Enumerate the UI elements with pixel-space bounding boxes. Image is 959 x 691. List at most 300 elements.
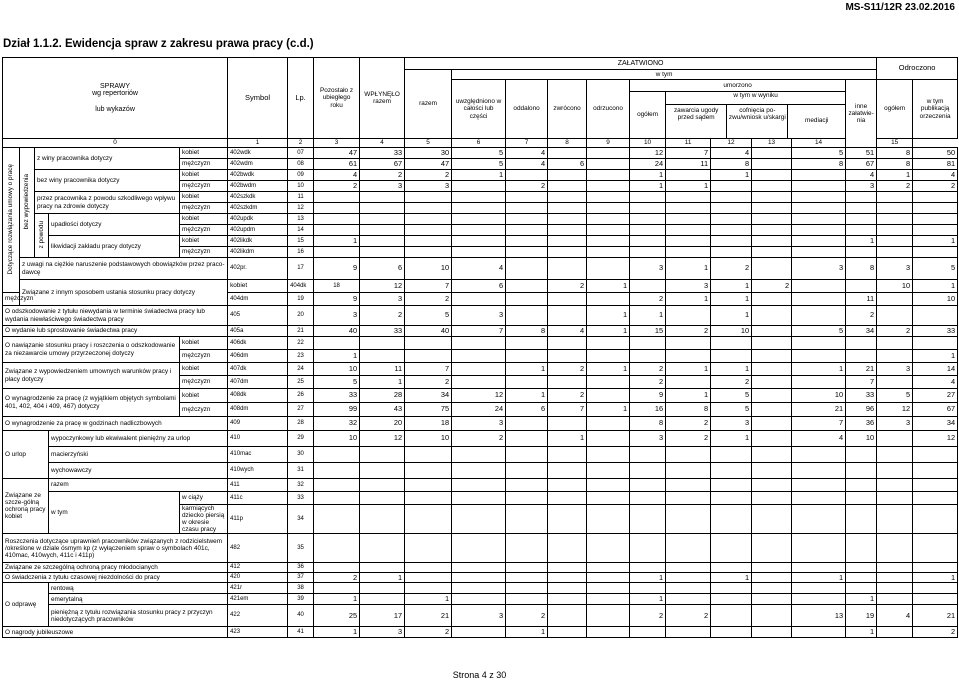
value-cell: 2 (314, 181, 360, 192)
row-symbol: 405 (228, 306, 288, 326)
value-cell (452, 236, 506, 247)
value-cell (587, 605, 630, 627)
column-number: 11 (666, 139, 711, 148)
header-pozostalo-z-ubieglego: Pozostało z ubiegłego roku (314, 58, 360, 139)
value-cell (846, 192, 877, 203)
value-cell: 3 (666, 280, 711, 293)
column-number: 5 (405, 139, 452, 148)
value-cell (548, 627, 587, 638)
value-cell: 1 (630, 306, 666, 326)
value-cell: 1 (630, 170, 666, 181)
value-cell (452, 247, 506, 258)
value-cell (846, 203, 877, 214)
value-cell: 3 (846, 181, 877, 192)
value-cell (792, 492, 846, 505)
value-cell (711, 563, 752, 573)
value-cell: 1 (846, 627, 877, 638)
value-cell (506, 247, 548, 258)
sex-kobiet: kobiet (180, 192, 228, 203)
value-cell (587, 594, 630, 605)
value-cell: 1 (792, 363, 846, 376)
row-symbol: 408dm (228, 403, 288, 417)
value-cell: 21 (792, 403, 846, 417)
value-cell: 1 (314, 350, 360, 363)
row-lp: 09 (288, 170, 314, 181)
value-cell: 6 (360, 258, 405, 280)
label-wynagrodzenie: O wynagrodzenie za pracę (z wyjątkiem objętych symbolami 401, 402, 404 i 409, 467) dotyczy (3, 389, 180, 417)
value-cell: 1 (711, 280, 752, 293)
value-cell: 3 (452, 306, 506, 326)
value-cell (548, 293, 587, 306)
value-cell (752, 505, 792, 534)
value-cell: 12 (360, 280, 405, 293)
value-cell (548, 148, 587, 159)
value-cell: 8 (506, 326, 548, 337)
value-cell: 2 (913, 181, 958, 192)
value-cell: 1 (711, 306, 752, 326)
row-lp: 26 (288, 389, 314, 403)
value-cell: 1 (587, 403, 630, 417)
value-cell: 25 (314, 605, 360, 627)
value-cell (913, 225, 958, 236)
value-cell: 1 (630, 594, 666, 605)
value-cell (792, 236, 846, 247)
value-cell (711, 203, 752, 214)
value-cell (846, 492, 877, 505)
value-cell: 2 (314, 573, 360, 583)
value-cell: 1 (506, 627, 548, 638)
value-cell (711, 583, 752, 594)
value-cell (752, 492, 792, 505)
value-cell (752, 479, 792, 492)
value-cell: 12 (630, 148, 666, 159)
value-cell: 40 (405, 326, 452, 337)
value-cell (405, 463, 452, 479)
value-cell (506, 594, 548, 605)
value-cell (711, 605, 752, 627)
group-bez-wypowiedzenia (20, 148, 35, 258)
value-cell (587, 203, 630, 214)
value-cell: 1 (666, 258, 711, 280)
row-lp: 27 (288, 403, 314, 417)
value-cell (587, 431, 630, 447)
value-cell: 2 (405, 376, 452, 389)
value-cell (548, 594, 587, 605)
value-cell: 4 (846, 170, 877, 181)
value-cell (587, 479, 630, 492)
value-cell (877, 463, 913, 479)
row-lp: 17 (288, 258, 314, 280)
sex-mezczyzn: mężczyzn (180, 159, 228, 170)
row-symbol: 410 (228, 431, 288, 447)
value-cell: 2 (506, 605, 548, 627)
row-lp: 08 (288, 159, 314, 170)
header-lp: Lp. (288, 58, 314, 139)
value-cell: 7 (846, 376, 877, 389)
header-zalatwiono: ZAŁATWIONO (405, 58, 877, 70)
value-cell (711, 463, 752, 479)
value-cell (548, 306, 587, 326)
value-cell: 1 (630, 181, 666, 192)
value-cell: 36 (846, 417, 877, 431)
value-cell (452, 350, 506, 363)
value-cell (314, 492, 360, 505)
value-cell (587, 225, 630, 236)
value-cell: 67 (846, 159, 877, 170)
value-cell: 34 (846, 326, 877, 337)
value-cell (405, 214, 452, 225)
value-cell: 1 (314, 236, 360, 247)
value-cell: 2 (548, 280, 587, 293)
value-cell (792, 583, 846, 594)
value-cell: 2 (846, 306, 877, 326)
value-cell (452, 363, 506, 376)
value-cell (877, 594, 913, 605)
value-cell (877, 306, 913, 326)
value-cell: 24 (630, 159, 666, 170)
label-przez-pracownika: przez pracownika z powodu szkodliwego wpływu pracy na zdrowie dotyczy (35, 192, 180, 214)
value-cell (548, 534, 587, 563)
value-cell (711, 350, 752, 363)
row-lp: 18 (314, 280, 360, 293)
row-symbol: 411 (228, 479, 288, 492)
value-cell: 2 (711, 258, 752, 280)
row-lp: 19 (288, 293, 314, 306)
value-cell: 2 (630, 376, 666, 389)
value-cell: 2 (548, 389, 587, 403)
value-cell (666, 214, 711, 225)
value-cell (506, 214, 548, 225)
value-cell: 32 (314, 417, 360, 431)
value-cell: 9 (314, 258, 360, 280)
sex-kobiet: kobiet (180, 214, 228, 225)
value-cell: 1 (666, 363, 711, 376)
value-cell: 3 (630, 258, 666, 280)
value-cell: 1 (711, 363, 752, 376)
value-cell (452, 337, 506, 350)
value-cell (452, 573, 506, 583)
sex-kobiet: kobiet (180, 148, 228, 159)
row-symbol: 402wdm (228, 159, 288, 170)
value-cell (630, 447, 666, 463)
value-cell (666, 376, 711, 389)
value-cell (548, 225, 587, 236)
value-cell (711, 247, 752, 258)
label-o-urlop: O urlop (3, 431, 49, 479)
row-symbol: 402likdk (228, 236, 288, 247)
value-cell (506, 492, 548, 505)
value-cell (913, 247, 958, 258)
value-cell (548, 376, 587, 389)
value-cell (314, 225, 360, 236)
value-cell (913, 583, 958, 594)
value-cell (752, 337, 792, 350)
column-number: 7 (506, 139, 548, 148)
value-cell (666, 225, 711, 236)
row-symbol: 404dm (228, 293, 288, 306)
row-lp: 32 (288, 479, 314, 492)
value-cell: 11 (846, 293, 877, 306)
value-cell: 1 (587, 280, 630, 293)
value-cell (792, 447, 846, 463)
value-cell: 21 (913, 605, 958, 627)
value-cell: 75 (405, 403, 452, 417)
value-cell: 20 (360, 417, 405, 431)
value-cell (548, 181, 587, 192)
label-odszkodowanie: O odszkodowanie z tytułu niewydania w terminie świadectwa pracy lub wydania niewłaściwego świadectwa pracy (3, 306, 228, 326)
value-cell (405, 492, 452, 505)
value-cell (711, 337, 752, 350)
value-cell (846, 447, 877, 463)
header-publikacja: w tym publikacją orzeczenia (913, 80, 958, 139)
value-cell: 2 (630, 605, 666, 627)
value-cell (846, 280, 877, 293)
value-cell (360, 534, 405, 563)
value-cell (752, 148, 792, 159)
value-cell: 7 (792, 417, 846, 431)
value-cell: 5 (314, 376, 360, 389)
value-cell (405, 203, 452, 214)
value-cell (792, 505, 846, 534)
value-cell: 13 (792, 605, 846, 627)
value-cell (792, 306, 846, 326)
value-cell: 5 (452, 159, 506, 170)
value-cell: 2 (666, 431, 711, 447)
value-cell: 3 (877, 258, 913, 280)
value-cell (666, 479, 711, 492)
value-cell (452, 376, 506, 389)
row-symbol: 402bwdm (228, 181, 288, 192)
value-cell (877, 376, 913, 389)
value-cell (506, 192, 548, 203)
value-cell: 43 (360, 403, 405, 417)
row-symbol: 402likdm (228, 247, 288, 258)
value-cell: 1 (587, 363, 630, 376)
value-cell: 33 (360, 148, 405, 159)
value-cell (548, 258, 587, 280)
value-cell (752, 192, 792, 203)
column-number: 2 (288, 139, 314, 148)
value-cell (792, 376, 846, 389)
row-lp: 35 (288, 534, 314, 563)
value-cell (666, 583, 711, 594)
value-cell: 12 (913, 431, 958, 447)
row-symbol: 402bwdk (228, 170, 288, 181)
value-cell (452, 447, 506, 463)
value-cell (360, 350, 405, 363)
value-cell (877, 236, 913, 247)
row-symbol: 402szkdm (228, 203, 288, 214)
document-code: MS-S11/12R 23.02.2016 (845, 2, 955, 13)
value-cell: 47 (314, 148, 360, 159)
value-cell (452, 505, 506, 534)
value-cell (314, 505, 360, 534)
column-number: 12 (711, 139, 752, 148)
value-cell (506, 258, 548, 280)
value-cell (846, 214, 877, 225)
section-title: Dział 1.1.2. Ewidencja spraw z zakresu prawa pracy (c.d.) (3, 38, 314, 50)
row-lp: 23 (288, 350, 314, 363)
value-cell (548, 203, 587, 214)
value-cell: 16 (630, 403, 666, 417)
value-cell (792, 534, 846, 563)
value-cell: 24 (452, 403, 506, 417)
value-cell (877, 293, 913, 306)
label-ekwiwalent: wypoczynkowy lub ekwiwalent pieniężny za urlop (49, 431, 228, 447)
value-cell (405, 534, 452, 563)
row-lp: 16 (288, 247, 314, 258)
value-cell (666, 203, 711, 214)
value-cell (752, 389, 792, 403)
value-cell: 1 (711, 431, 752, 447)
value-cell (792, 479, 846, 492)
row-lp: 11 (288, 192, 314, 203)
value-cell (587, 159, 630, 170)
value-cell (452, 594, 506, 605)
value-cell (452, 203, 506, 214)
value-cell: 10 (314, 363, 360, 376)
value-cell: 1 (877, 170, 913, 181)
value-cell: 1 (711, 573, 752, 583)
value-cell (360, 463, 405, 479)
value-cell (846, 563, 877, 573)
value-cell (913, 594, 958, 605)
value-cell (314, 192, 360, 203)
value-cell (360, 236, 405, 247)
value-cell (630, 225, 666, 236)
value-cell (548, 214, 587, 225)
row-lp: 21 (288, 326, 314, 337)
value-cell (711, 181, 752, 192)
value-cell (752, 236, 792, 247)
label-dotyczace-rozwiazania: Dotyczące rozwiązania umowy o pracę (7, 163, 15, 275)
value-cell (630, 247, 666, 258)
label-z-uwagi-na-naruszenie: z uwagi na ciężkie naruszenie podstawowych obowiązków przez praco-dawcę (20, 258, 228, 280)
value-cell (630, 236, 666, 247)
value-cell: 2 (711, 376, 752, 389)
value-cell: 19 (846, 605, 877, 627)
value-cell (666, 534, 711, 563)
row-lp: 22 (288, 337, 314, 350)
value-cell: 1 (913, 280, 958, 293)
value-cell (548, 573, 587, 583)
value-cell: 1 (548, 431, 587, 447)
row-symbol: 402szkdk (228, 192, 288, 203)
group-z-powodu (35, 214, 49, 258)
value-cell (792, 463, 846, 479)
value-cell: 2 (913, 627, 958, 638)
value-cell (630, 627, 666, 638)
value-cell: 11 (666, 159, 711, 170)
row-lp: 13 (288, 214, 314, 225)
value-cell: 10 (711, 326, 752, 337)
value-cell: 21 (405, 605, 452, 627)
value-cell: 4 (506, 159, 548, 170)
row-lp: 25 (288, 376, 314, 389)
value-cell (877, 563, 913, 573)
value-cell (877, 337, 913, 350)
value-cell (792, 247, 846, 258)
value-cell (360, 203, 405, 214)
row-lp: 07 (288, 148, 314, 159)
value-cell: 2 (630, 293, 666, 306)
value-cell (711, 492, 752, 505)
row-lp: 38 (288, 583, 314, 594)
value-cell: 2 (405, 170, 452, 181)
value-cell (913, 463, 958, 479)
value-cell (587, 293, 630, 306)
value-cell: 1 (913, 350, 958, 363)
header-w-tym-w-wyniku: w tym w wyniku (666, 92, 845, 105)
value-cell (506, 463, 548, 479)
value-cell: 3 (452, 605, 506, 627)
value-cell (405, 247, 452, 258)
value-cell: 12 (360, 431, 405, 447)
value-cell: 50 (913, 148, 958, 159)
sex-mezczyzn: mężczyzn (180, 350, 228, 363)
value-cell (666, 463, 711, 479)
value-cell (506, 573, 548, 583)
value-cell (506, 337, 548, 350)
value-cell (752, 447, 792, 463)
value-cell (314, 463, 360, 479)
value-cell (666, 306, 711, 326)
row-symbol: 482 (228, 534, 288, 563)
value-cell (666, 337, 711, 350)
value-cell (314, 534, 360, 563)
value-cell (314, 203, 360, 214)
value-cell: 4 (548, 326, 587, 337)
value-cell (711, 214, 752, 225)
value-cell: 3 (792, 258, 846, 280)
sex-mezczyzn: mężczyzn (180, 247, 228, 258)
value-cell: 7 (452, 326, 506, 337)
value-cell (877, 350, 913, 363)
header-oddalono: oddalono (506, 80, 548, 139)
value-cell (752, 214, 792, 225)
row-lp: 12 (288, 203, 314, 214)
sex-mezczyzn: mężczyzn (3, 293, 20, 306)
value-cell: 47 (405, 159, 452, 170)
value-cell: 5 (452, 148, 506, 159)
value-cell (452, 214, 506, 225)
row-symbol: 411p (228, 505, 288, 534)
value-cell (630, 563, 666, 573)
value-cell (548, 479, 587, 492)
header-umorzono-ogolem: ogółem (630, 92, 666, 139)
value-cell: 5 (877, 389, 913, 403)
value-cell (752, 594, 792, 605)
value-cell: 2 (666, 326, 711, 337)
value-cell (452, 181, 506, 192)
value-cell (452, 563, 506, 573)
value-cell (752, 225, 792, 236)
header-zawarcia-ugody: zawarcia ugody przed sądem (666, 105, 727, 138)
header-odroczono-ogolem: ogółem (877, 80, 913, 139)
row-lp: 34 (288, 505, 314, 534)
sex-mezczyzn: mężczyzn (180, 203, 228, 214)
value-cell: 1 (666, 293, 711, 306)
value-cell: 17 (360, 605, 405, 627)
value-cell: 8 (711, 159, 752, 170)
row-lp: 28 (288, 417, 314, 431)
header-odrzucono: odrzucono (587, 80, 630, 139)
row-symbol: 406dk (228, 337, 288, 350)
value-cell (752, 159, 792, 170)
row-symbol: 421em (228, 594, 288, 605)
value-cell (877, 247, 913, 258)
value-cell: 2 (548, 363, 587, 376)
